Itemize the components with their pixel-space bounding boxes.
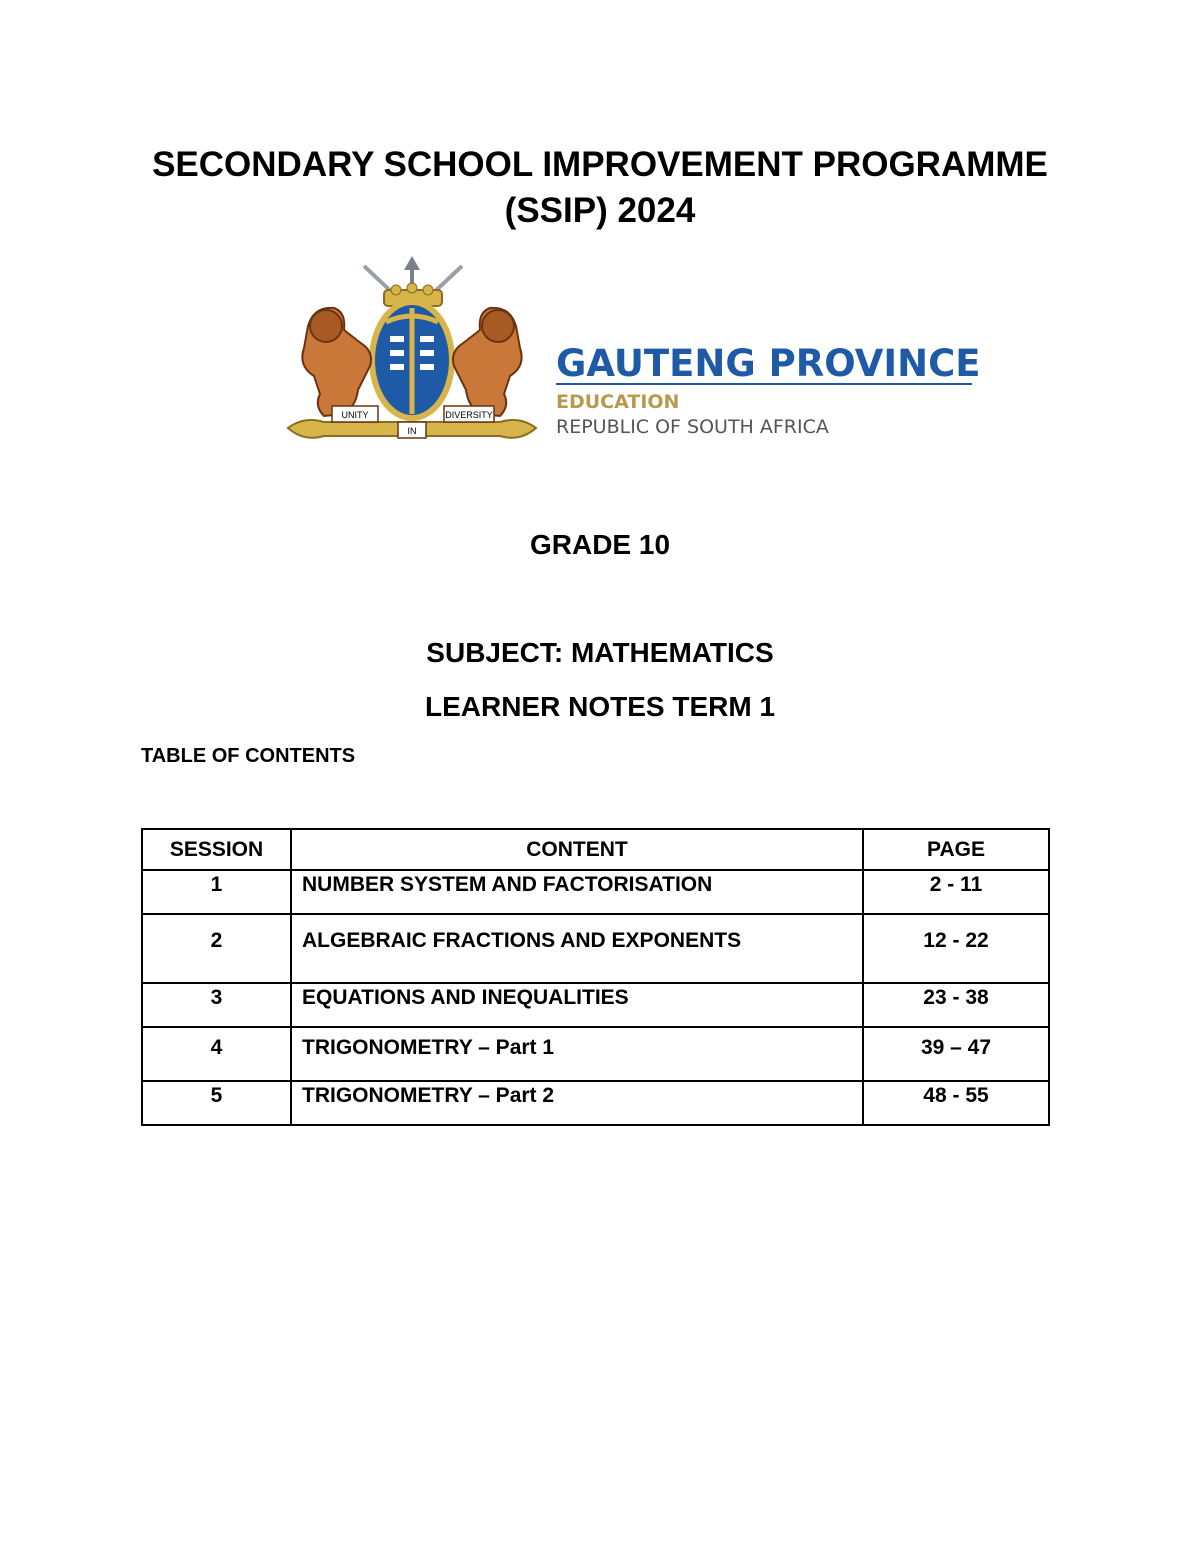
header-content: CONTENT <box>291 829 863 870</box>
subject-heading: SUBJECT: MATHEMATICS <box>426 637 774 668</box>
session-cell: 3 <box>142 983 291 1027</box>
grade-heading: GRADE 10 <box>529 529 671 560</box>
header-session: SESSION <box>142 829 291 870</box>
motto-in-text: IN <box>407 426 417 436</box>
motto-unity-text: UNITY <box>341 410 369 420</box>
content-cell: TRIGONOMETRY – Part 2 <box>291 1081 863 1125</box>
session-cell: 2 <box>142 914 291 983</box>
content-cell: EQUATIONS AND INEQUALITIES <box>291 983 863 1027</box>
session-cell: 4 <box>142 1027 291 1081</box>
table-header-row <box>142 829 1049 870</box>
table-row <box>142 983 1049 1027</box>
learner-notes-heading: LEARNER NOTES TERM 1 <box>424 691 776 722</box>
table-row <box>142 914 1049 983</box>
content-cell: TRIGONOMETRY – Part 1 <box>291 1027 863 1081</box>
logo-department-text: EDUCATION <box>556 391 680 413</box>
content-cell: NUMBER SYSTEM AND FACTORISATION <box>291 870 863 914</box>
header-page: PAGE <box>863 829 1049 870</box>
table-row <box>142 1081 1049 1125</box>
page-cell: 48 - 55 <box>863 1081 1049 1125</box>
page-cell: 23 - 38 <box>863 983 1049 1027</box>
motto-diversity-text: DIVERSITY <box>445 410 493 420</box>
session-cell: 1 <box>142 870 291 914</box>
table-row <box>142 1027 1049 1081</box>
document-title-line-1: SECONDARY SCHOOL IMPROVEMENT PROGRAMME <box>152 145 1048 184</box>
table-row <box>142 870 1049 914</box>
page-cell: 2 - 11 <box>863 870 1049 914</box>
session-cell: 5 <box>142 1081 291 1125</box>
table-of-contents <box>141 828 1050 1126</box>
coat-of-arms-icon <box>288 256 536 438</box>
gauteng-education-logo <box>284 256 984 452</box>
table-of-contents-label: TABLE OF CONTENTS <box>141 745 356 767</box>
logo-province-text: GAUTENG PROVINCE <box>556 342 981 385</box>
logo-country-text: REPUBLIC OF SOUTH AFRICA <box>556 416 829 438</box>
page-cell: 12 - 22 <box>863 914 1049 983</box>
content-cell: ALGEBRAIC FRACTIONS AND EXPONENTS <box>291 914 863 983</box>
page-cell: 39 – 47 <box>863 1027 1049 1081</box>
document-title-line-2: (SSIP) 2024 <box>504 191 696 230</box>
